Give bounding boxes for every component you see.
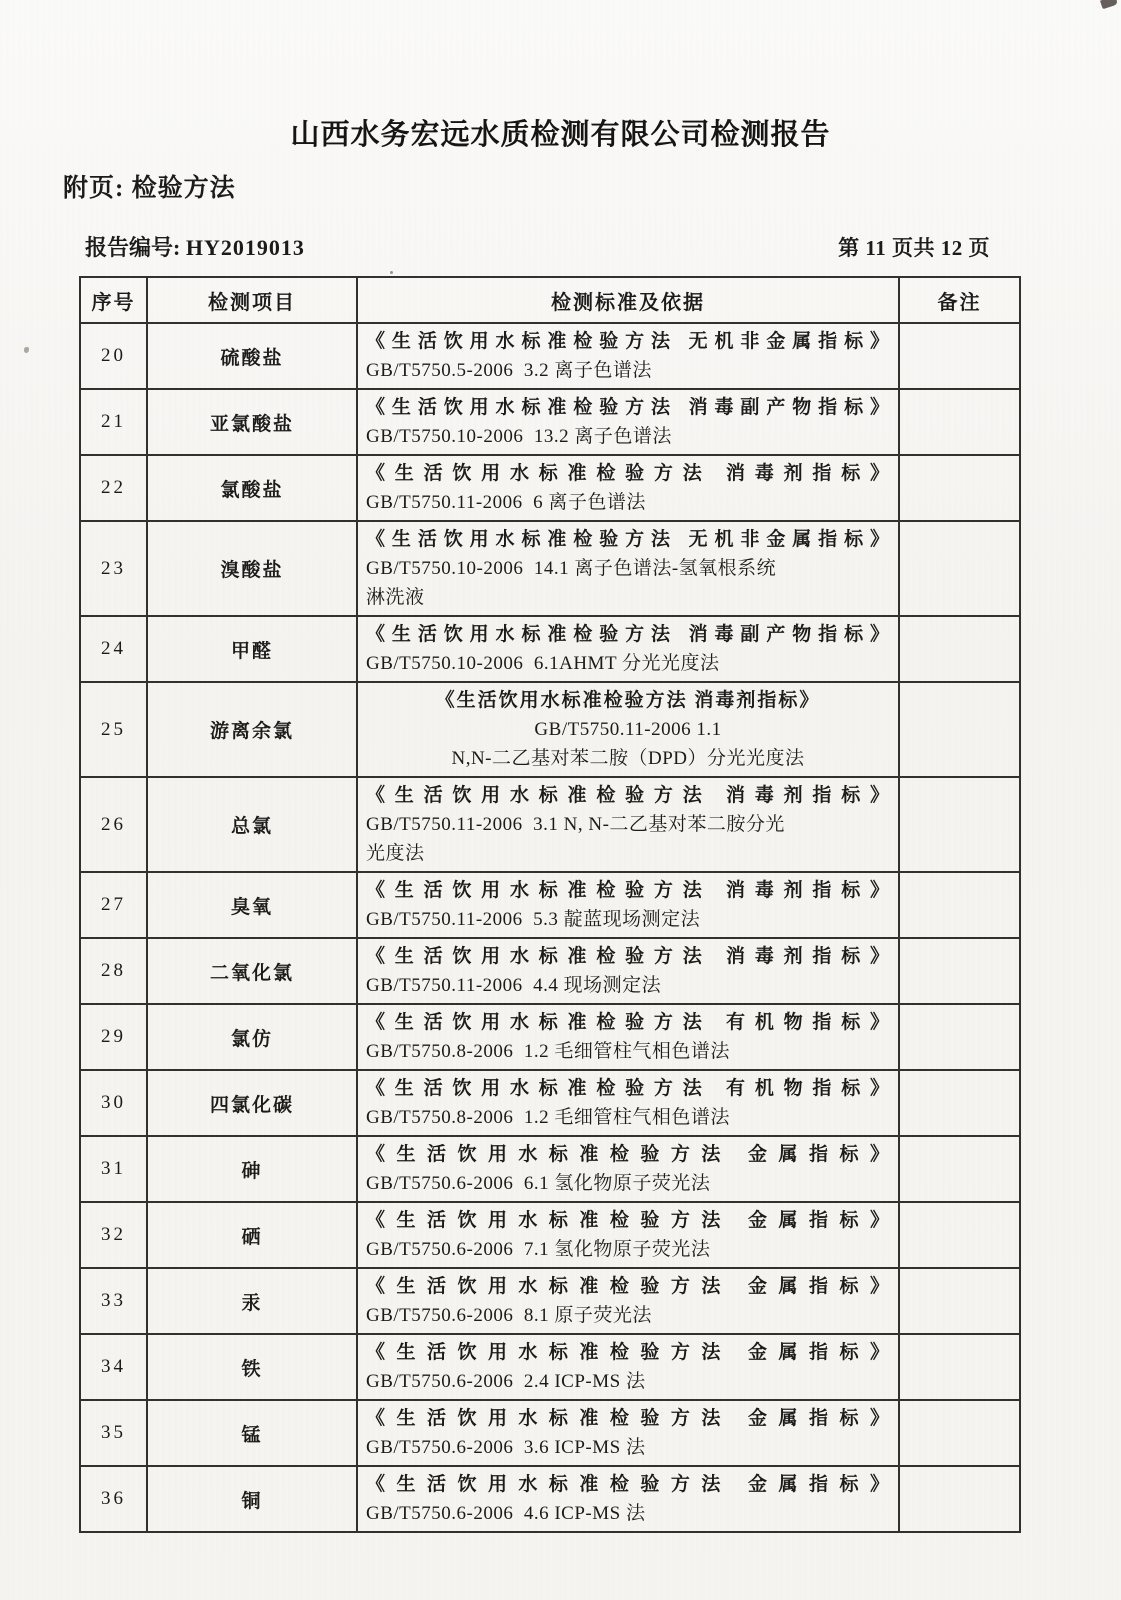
row-standard-cell [357,1268,899,1334]
row-remarks-cell [899,777,1020,872]
table-row [80,1070,1020,1136]
row-standard-cell [357,1136,899,1202]
scan-speck [390,271,393,274]
row-test-item: 硒 [147,1202,357,1268]
row-remarks-cell [899,323,1020,389]
standard-method-line: N,N-二乙基对苯二胺（DPD）分光光度法 [451,748,805,769]
report-number-label: 报告编号: [85,235,181,260]
page-title: 山西水务宏远水质检测有限公司检测报告 [290,119,831,151]
header-serial-number: 序号 [80,277,147,323]
table-row [80,1004,1020,1070]
header-test-item: 检测项目 [147,277,357,323]
row-remarks-cell [899,389,1020,455]
row-test-item: 溴酸盐 [147,521,357,616]
standard-method-line: GB/T5750.6-2006 6.1 氢化物原子荧光法 [366,1173,711,1194]
row-remarks-cell [899,682,1020,777]
header-test-standard: 检测标准及依据 [357,277,899,323]
row-serial-number: 33 [80,1268,147,1334]
standard-method-line: GB/T5750.8-2006 1.2 毛细管柱气相色谱法 [366,1107,730,1128]
row-serial-number: 28 [80,938,147,1004]
row-serial-number: 23 [80,521,147,616]
table-row [80,1268,1020,1334]
row-standard-cell [357,872,899,938]
row-serial-number: 30 [80,1070,147,1136]
row-test-item: 铜 [147,1466,357,1532]
standard-method-line: GB/T5750.10-2006 13.2 离子色谱法 [366,426,672,447]
standard-title: 《生活饮用水标准检验方法 消毒剂指标》 [366,946,890,967]
table-header-row [80,277,1020,323]
row-serial-number: 22 [80,455,147,521]
table-row [80,1334,1020,1400]
row-standard-cell [357,389,899,455]
standard-method-line: 光度法 [366,843,425,864]
row-standard-cell [357,323,899,389]
standard-method-line: GB/T5750.5-2006 3.2 离子色谱法 [366,360,652,381]
row-test-item: 铁 [147,1334,357,1400]
row-standard-cell [357,1004,899,1070]
table-row [80,521,1020,616]
row-remarks-cell [899,1268,1020,1334]
row-standard-cell [357,1334,899,1400]
row-standard-cell [357,616,899,682]
standard-title: 《生活饮用水标准检验方法 无机非金属指标》 [366,331,890,352]
row-serial-number: 36 [80,1466,147,1532]
row-standard-cell [357,938,899,1004]
standard-title: 《生活饮用水标准检验方法 有机物指标》 [366,1012,890,1033]
row-test-item: 甲醛 [147,616,357,682]
row-standard-cell [357,521,899,616]
standard-method-line: GB/T5750.11-2006 5.3 靛蓝现场测定法 [366,909,701,930]
table-row [80,323,1020,389]
row-test-item: 总氯 [147,777,357,872]
row-serial-number: 32 [80,1202,147,1268]
standard-title: 《生活饮用水标准检验方法 金属指标》 [366,1276,890,1297]
row-test-item: 锰 [147,1400,357,1466]
row-test-item: 汞 [147,1268,357,1334]
row-remarks-cell [899,521,1020,616]
table-row [80,872,1020,938]
standard-method-line: 淋洗液 [366,587,425,608]
table-row [80,1136,1020,1202]
standard-method-line: GB/T5750.6-2006 3.6 ICP-MS 法 [366,1437,646,1458]
standard-title: 《生活饮用水标准检验方法 消毒副产物指标》 [366,624,890,645]
standard-method-line: GB/T5750.6-2006 4.6 ICP-MS 法 [366,1503,646,1524]
table-row [80,455,1020,521]
standard-title: 《生活饮用水标准检验方法 有机物指标》 [366,1078,890,1099]
row-test-item: 二氧化氯 [147,938,357,1004]
row-remarks-cell [899,1004,1020,1070]
row-remarks-cell [899,1466,1020,1532]
row-serial-number: 31 [80,1136,147,1202]
row-standard-cell [357,1400,899,1466]
standard-title: 《生活饮用水标准检验方法 消毒剂指标》 [435,690,821,711]
header-remarks: 备注 [899,277,1020,323]
row-remarks-cell [899,1136,1020,1202]
standard-title: 《生活饮用水标准检验方法 消毒剂指标》 [366,463,890,484]
standard-method-line: GB/T5750.6-2006 7.1 氢化物原子荧光法 [366,1239,711,1260]
row-test-item: 砷 [147,1136,357,1202]
standard-method-line: GB/T5750.11-2006 4.4 现场测定法 [366,975,662,996]
row-serial-number: 34 [80,1334,147,1400]
page-indicator: 第 11 页共 12 页 [838,236,990,260]
row-standard-cell [357,682,899,777]
table-row [80,1466,1020,1532]
row-remarks-cell [899,1334,1020,1400]
table-row [80,777,1020,872]
standard-method-line: GB/T5750.6-2006 8.1 原子荧光法 [366,1305,652,1326]
row-serial-number: 26 [80,777,147,872]
row-test-item: 四氯化碳 [147,1070,357,1136]
row-standard-cell [357,1466,899,1532]
table-row [80,682,1020,777]
test-methods-table [79,276,1021,1533]
standard-title: 《生活饮用水标准检验方法 消毒剂指标》 [366,880,890,901]
row-standard-cell [357,455,899,521]
row-standard-cell [357,1070,899,1136]
row-serial-number: 27 [80,872,147,938]
row-remarks-cell [899,872,1020,938]
row-serial-number: 35 [80,1400,147,1466]
standard-title: 《生活饮用水标准检验方法 消毒剂指标》 [366,785,890,806]
table-row [80,938,1020,1004]
standard-method-line: GB/T5750.11-2006 1.1 [534,719,722,740]
row-remarks-cell [899,1202,1020,1268]
standard-title: 《生活饮用水标准检验方法 金属指标》 [366,1408,890,1429]
table-row [80,616,1020,682]
row-serial-number: 24 [80,616,147,682]
row-test-item: 游离余氯 [147,682,357,777]
row-serial-number: 21 [80,389,147,455]
row-test-item: 硫酸盐 [147,323,357,389]
row-test-item: 臭氧 [147,872,357,938]
report-number-value: HY2019013 [185,235,305,260]
table-row [80,1202,1020,1268]
row-test-item: 亚氯酸盐 [147,389,357,455]
standard-method-line: GB/T5750.6-2006 2.4 ICP-MS 法 [366,1371,646,1392]
row-remarks-cell [899,616,1020,682]
row-standard-cell [357,777,899,872]
standard-title: 《生活饮用水标准检验方法 消毒副产物指标》 [366,397,890,418]
row-test-item: 氯酸盐 [147,455,357,521]
table-body [80,323,1020,1532]
standard-title: 《生活饮用水标准检验方法 金属指标》 [366,1342,890,1363]
standard-method-line: GB/T5750.11-2006 3.1 N, N-二乙基对苯二胺分光 [366,814,785,835]
row-serial-number: 29 [80,1004,147,1070]
row-standard-cell [357,1202,899,1268]
standard-method-line: GB/T5750.10-2006 14.1 离子色谱法-氢氧根系统 [366,558,777,579]
standard-method-line: GB/T5750.8-2006 1.2 毛细管柱气相色谱法 [366,1041,730,1062]
row-remarks-cell [899,938,1020,1004]
standard-title: 《生活饮用水标准检验方法 金属指标》 [366,1474,890,1495]
table-row [80,1400,1020,1466]
row-remarks-cell [899,455,1020,521]
standard-title: 《生活饮用水标准检验方法 无机非金属指标》 [366,529,890,550]
standard-title: 《生活饮用水标准检验方法 金属指标》 [366,1144,890,1165]
standard-method-line: GB/T5750.11-2006 6 离子色谱法 [366,492,646,513]
row-remarks-cell [899,1400,1020,1466]
standard-title: 《生活饮用水标准检验方法 金属指标》 [366,1210,890,1231]
scan-speck [24,347,29,353]
standard-method-line: GB/T5750.10-2006 6.1AHMT 分光光度法 [366,653,720,674]
row-serial-number: 20 [80,323,147,389]
row-serial-number: 25 [80,682,147,777]
appendix-label: 附页: 检验方法 [63,175,236,202]
report-meta-row [85,231,990,262]
report-number [85,231,305,262]
row-remarks-cell [899,1070,1020,1136]
table-row [80,389,1020,455]
scan-smudge-mark [1100,0,1118,9]
row-test-item: 氯仿 [147,1004,357,1070]
